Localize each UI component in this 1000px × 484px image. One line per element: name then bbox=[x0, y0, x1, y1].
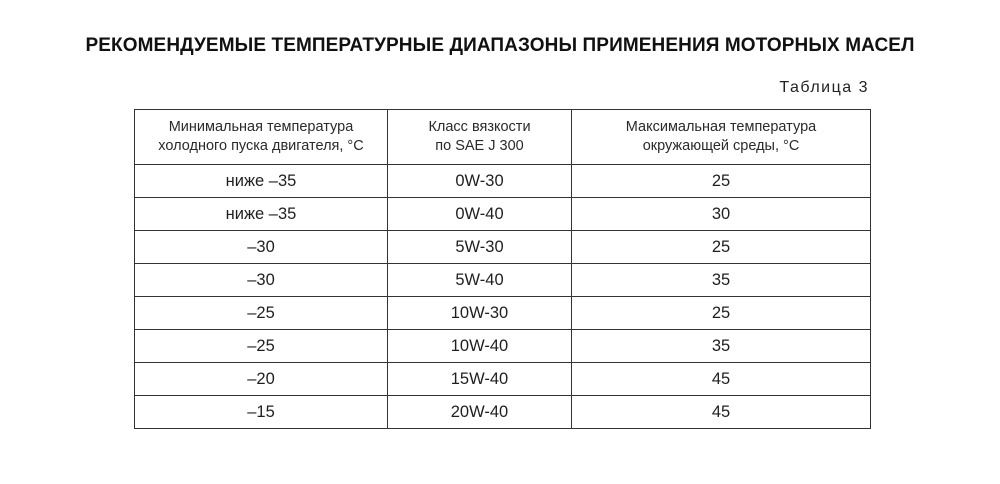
cell-min-temp: ниже –35 bbox=[135, 198, 388, 231]
header-viscosity-line1: Класс вязкости bbox=[428, 119, 531, 135]
cell-viscosity: 10W-40 bbox=[388, 330, 572, 363]
cell-min-temp: –20 bbox=[135, 363, 388, 396]
cell-max-temp: 45 bbox=[572, 396, 871, 429]
header-min-temp-line1: Минимальная температура bbox=[168, 119, 354, 135]
document-title: РЕКОМЕНДУЕМЫЕ ТЕМПЕРАТУРНЫЕ ДИАПАЗОНЫ ПРИМЕНЕНИЯ МОТОРНЫХ МАСЕЛ bbox=[85, 35, 915, 56]
cell-viscosity: 0W-30 bbox=[388, 165, 572, 198]
cell-max-temp: 25 bbox=[572, 231, 871, 264]
table-row bbox=[135, 330, 871, 363]
cell-viscosity: 10W-30 bbox=[388, 297, 572, 330]
cell-viscosity: 20W-40 bbox=[388, 396, 572, 429]
table-row bbox=[135, 198, 871, 231]
table-header-row bbox=[135, 110, 871, 165]
cell-min-temp: –15 bbox=[135, 396, 388, 429]
table-row bbox=[135, 264, 871, 297]
cell-max-temp: 45 bbox=[572, 363, 871, 396]
table-row bbox=[135, 396, 871, 429]
table-row bbox=[135, 363, 871, 396]
cell-min-temp: –30 bbox=[135, 264, 388, 297]
cell-max-temp: 35 bbox=[572, 264, 871, 297]
header-min-temp bbox=[135, 110, 388, 165]
table-row bbox=[135, 297, 871, 330]
cell-viscosity: 5W-40 bbox=[388, 264, 572, 297]
header-max-temp-line1: Максимальная температура bbox=[625, 119, 817, 135]
header-min-temp-line2: холодного пуска двигателя, °С bbox=[158, 138, 364, 154]
cell-viscosity: 5W-30 bbox=[388, 231, 572, 264]
cell-min-temp: –25 bbox=[135, 297, 388, 330]
cell-min-temp: –25 bbox=[135, 330, 388, 363]
header-viscosity-class bbox=[388, 110, 572, 165]
table-row bbox=[135, 165, 871, 198]
cell-max-temp: 30 bbox=[572, 198, 871, 231]
cell-viscosity: 0W-40 bbox=[388, 198, 572, 231]
cell-viscosity: 15W-40 bbox=[388, 363, 572, 396]
oil-temperature-table bbox=[134, 109, 871, 429]
table-caption: Таблица 3 bbox=[779, 79, 869, 96]
cell-max-temp: 25 bbox=[572, 165, 871, 198]
header-max-temp-line2: окружающей среды, °С bbox=[642, 138, 800, 154]
header-max-temp bbox=[572, 110, 871, 165]
cell-min-temp: –30 bbox=[135, 231, 388, 264]
cell-max-temp: 25 bbox=[572, 297, 871, 330]
cell-min-temp: ниже –35 bbox=[135, 165, 388, 198]
cell-max-temp: 35 bbox=[572, 330, 871, 363]
header-viscosity-line2: по SAE J 300 bbox=[435, 138, 524, 154]
table-row bbox=[135, 231, 871, 264]
